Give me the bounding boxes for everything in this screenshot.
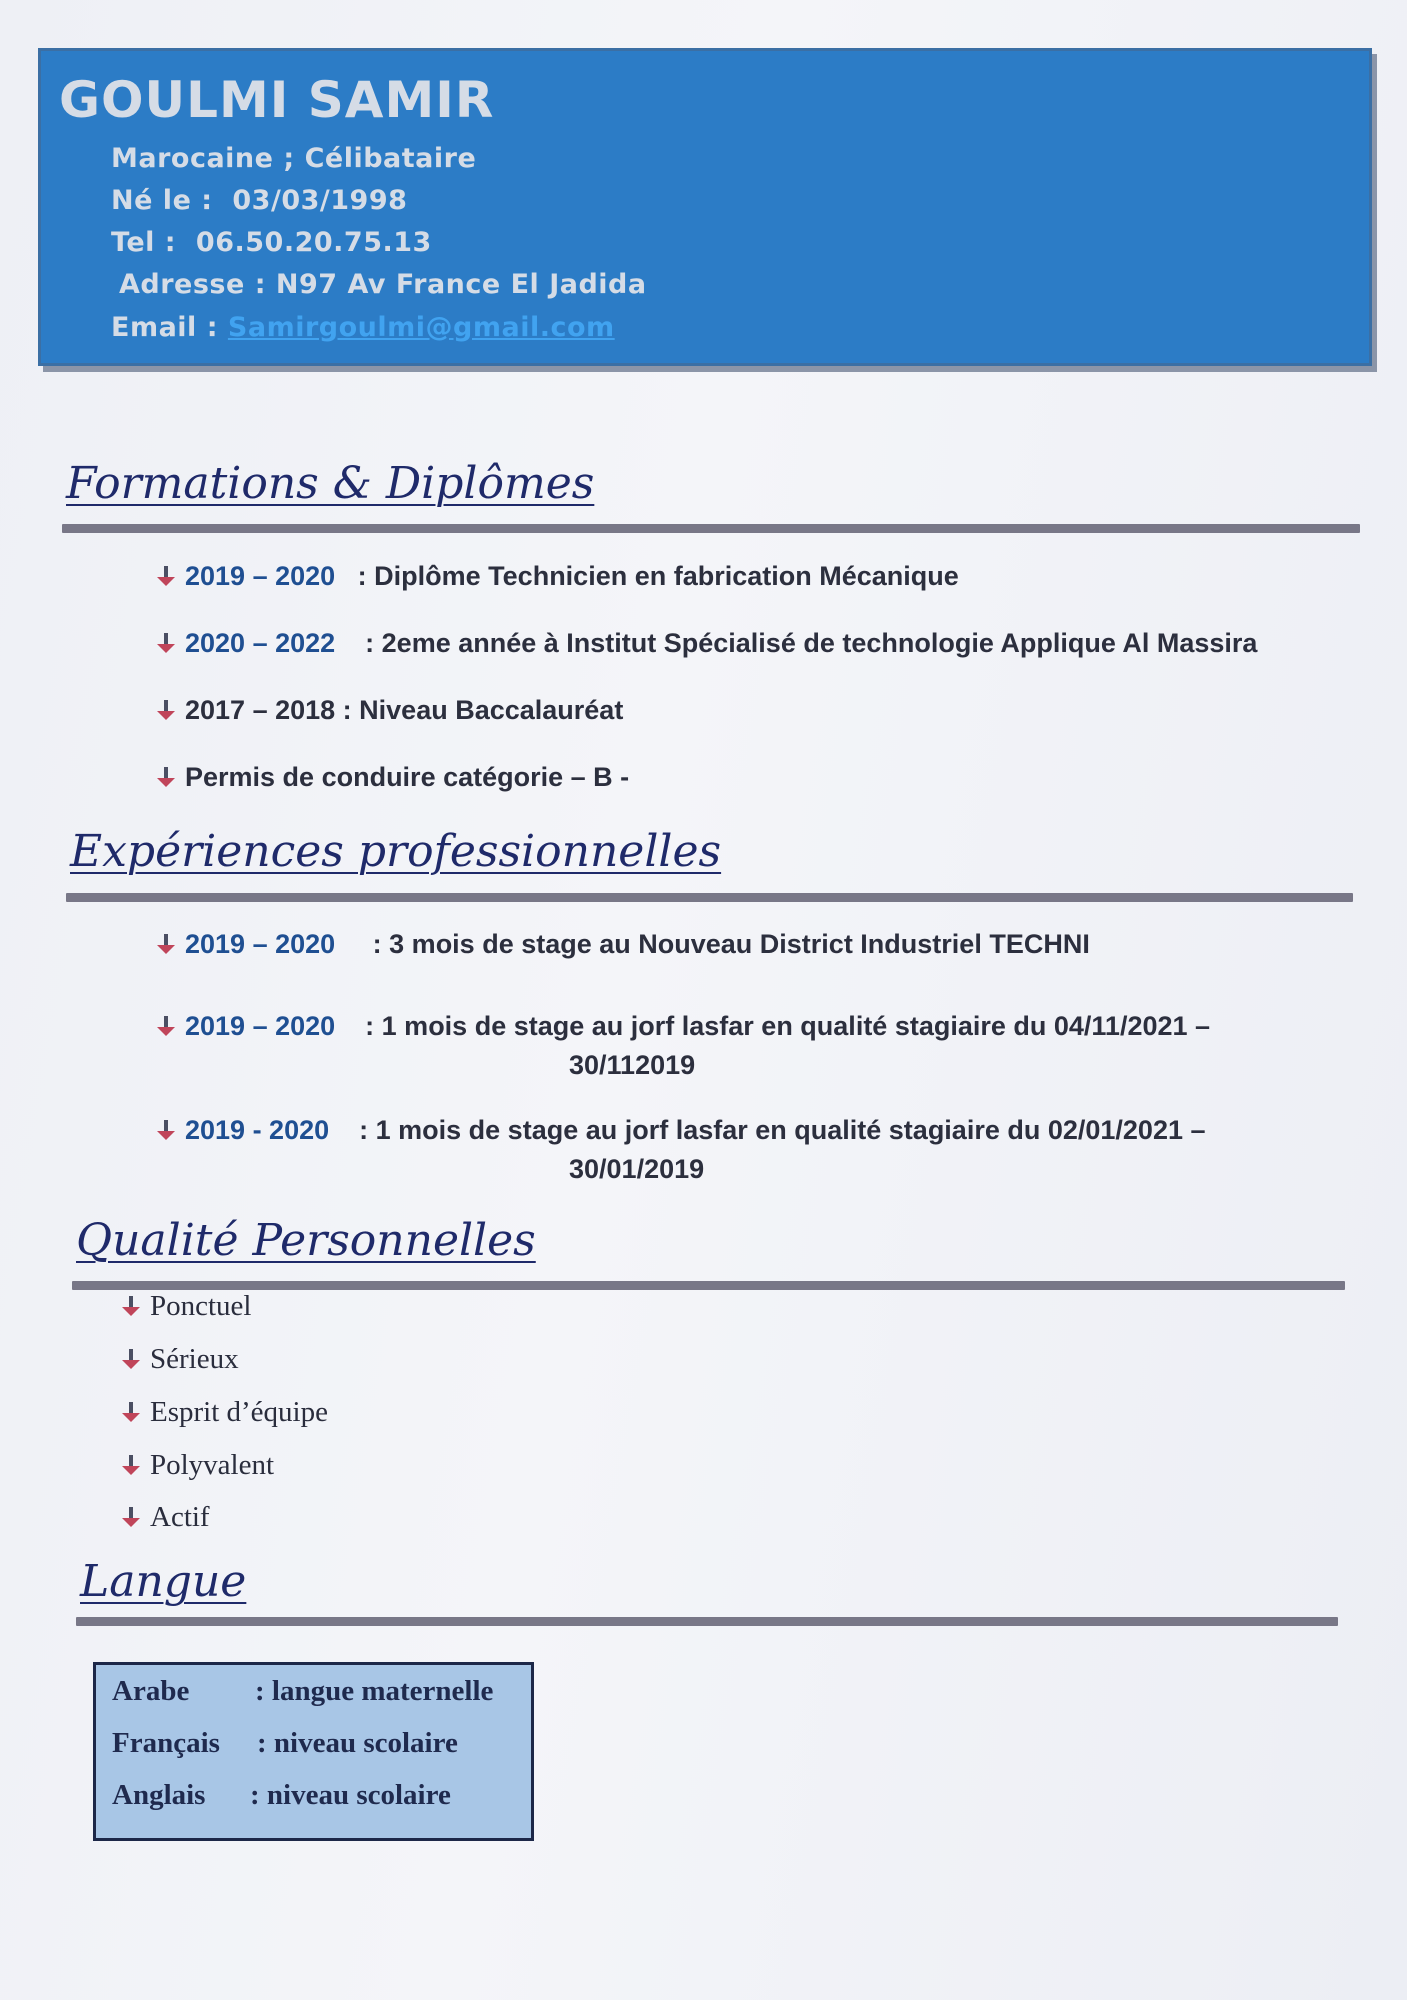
arrow-down-bullet-icon: [155, 699, 177, 721]
quality-label: Esprit d’équipe: [150, 1396, 328, 1428]
section-title-langue: Langue: [80, 1556, 247, 1607]
language-row: [112, 1727, 458, 1760]
section-divider: [66, 893, 1353, 902]
experience-continuation: 30/112019: [569, 1050, 696, 1080]
quality-label: Ponctuel: [150, 1290, 252, 1322]
arrow-down-bullet-icon: [155, 1119, 177, 1141]
language-name: Arabe: [112, 1675, 190, 1707]
language-level: : niveau scolaire: [257, 1727, 458, 1759]
quality-item: [120, 1449, 274, 1482]
formation-text: : Niveau Baccalauréat: [342, 695, 624, 725]
phone-value: 06.50.20.75.13: [195, 227, 432, 258]
arrow-down-bullet-icon: [155, 1015, 177, 1037]
candidate-name: GOULMI SAMIR: [59, 71, 495, 129]
nationality-status: Marocaine ; Célibataire: [111, 143, 477, 174]
formation-years: 2017 – 2018: [185, 695, 336, 725]
formation-years: 2019 – 2020: [185, 561, 336, 591]
section-divider: [76, 1617, 1338, 1626]
quality-item: [120, 1343, 239, 1376]
header-banner: [38, 48, 1372, 366]
formation-item: [155, 762, 629, 793]
phone-label: Tel :: [111, 227, 177, 258]
section-divider: [72, 1281, 1345, 1290]
birth-date-line: [111, 185, 407, 216]
formation-item: [155, 695, 623, 726]
experience-years: 2019 – 2020: [185, 929, 336, 959]
arrow-down-bullet-icon: [120, 1401, 142, 1423]
arrow-down-bullet-icon: [155, 632, 177, 654]
birth-label: Né le :: [111, 185, 213, 216]
section-title-experiences: Expériences professionnelles: [70, 826, 722, 877]
language-level: : langue maternelle: [255, 1675, 494, 1707]
arrow-down-bullet-icon: [120, 1506, 142, 1528]
formation-text: : Diplôme Technicien en fabrication Mécanique: [357, 561, 959, 591]
address-label: Adresse :: [119, 269, 267, 300]
experience-text: : 1 mois de stage au jorf lasfar en qualité stagiaire du 04/11/2021 –: [365, 1011, 1211, 1041]
quality-item: [120, 1290, 252, 1323]
birth-value: 03/03/1998: [232, 185, 408, 216]
email-link[interactable]: Samirgoulmi@gmail.com: [227, 312, 615, 343]
formation-years: 2020 – 2022: [185, 628, 336, 658]
quality-item: [120, 1501, 210, 1534]
experience-item: [155, 929, 1090, 960]
arrow-down-bullet-icon: [120, 1295, 142, 1317]
email-line: [111, 312, 615, 343]
quality-item: [120, 1396, 328, 1429]
language-row: [112, 1779, 451, 1812]
arrow-down-bullet-icon: [155, 766, 177, 788]
language-name: Français: [112, 1727, 220, 1759]
section-title-formations: Formations & Diplômes: [66, 458, 595, 509]
experience-years: 2019 – 2020: [185, 1011, 336, 1041]
formation-item: [155, 561, 959, 592]
arrow-down-bullet-icon: [155, 565, 177, 587]
quality-label: Actif: [150, 1501, 210, 1533]
arrow-down-bullet-icon: [120, 1348, 142, 1370]
quality-label: Polyvalent: [150, 1449, 275, 1481]
formation-item: [155, 628, 1257, 659]
arrow-down-bullet-icon: [155, 933, 177, 955]
experience-continuation: 30/01/2019: [569, 1154, 705, 1184]
experience-text: : 3 mois de stage au Nouveau District Industriel TECHNI: [372, 929, 1090, 959]
experience-item: [155, 1115, 1206, 1146]
experience-item: [155, 1011, 1210, 1042]
formation-text: Permis de conduire catégorie – B -: [185, 762, 630, 792]
phone-line: [111, 227, 432, 258]
quality-label: Sérieux: [150, 1343, 239, 1375]
arrow-down-bullet-icon: [120, 1454, 142, 1476]
address-value: N97 Av France El Jadida: [275, 269, 647, 300]
language-name: Anglais: [112, 1779, 206, 1811]
email-label: Email :: [111, 312, 219, 343]
formation-text: : 2eme année à Institut Spécialisé de technologie Applique Al Massira: [365, 628, 1258, 658]
language-row: [112, 1675, 493, 1708]
language-box: [93, 1662, 534, 1841]
language-level: : niveau scolaire: [250, 1779, 451, 1811]
experience-text: : 1 mois de stage au jorf lasfar en qualité stagiaire du 02/01/2021 –: [359, 1115, 1206, 1145]
experience-years: 2019 - 2020: [185, 1115, 330, 1145]
section-divider: [62, 524, 1360, 533]
section-title-qualites: Qualité Personnelles: [76, 1215, 536, 1266]
address-line: [119, 269, 647, 300]
